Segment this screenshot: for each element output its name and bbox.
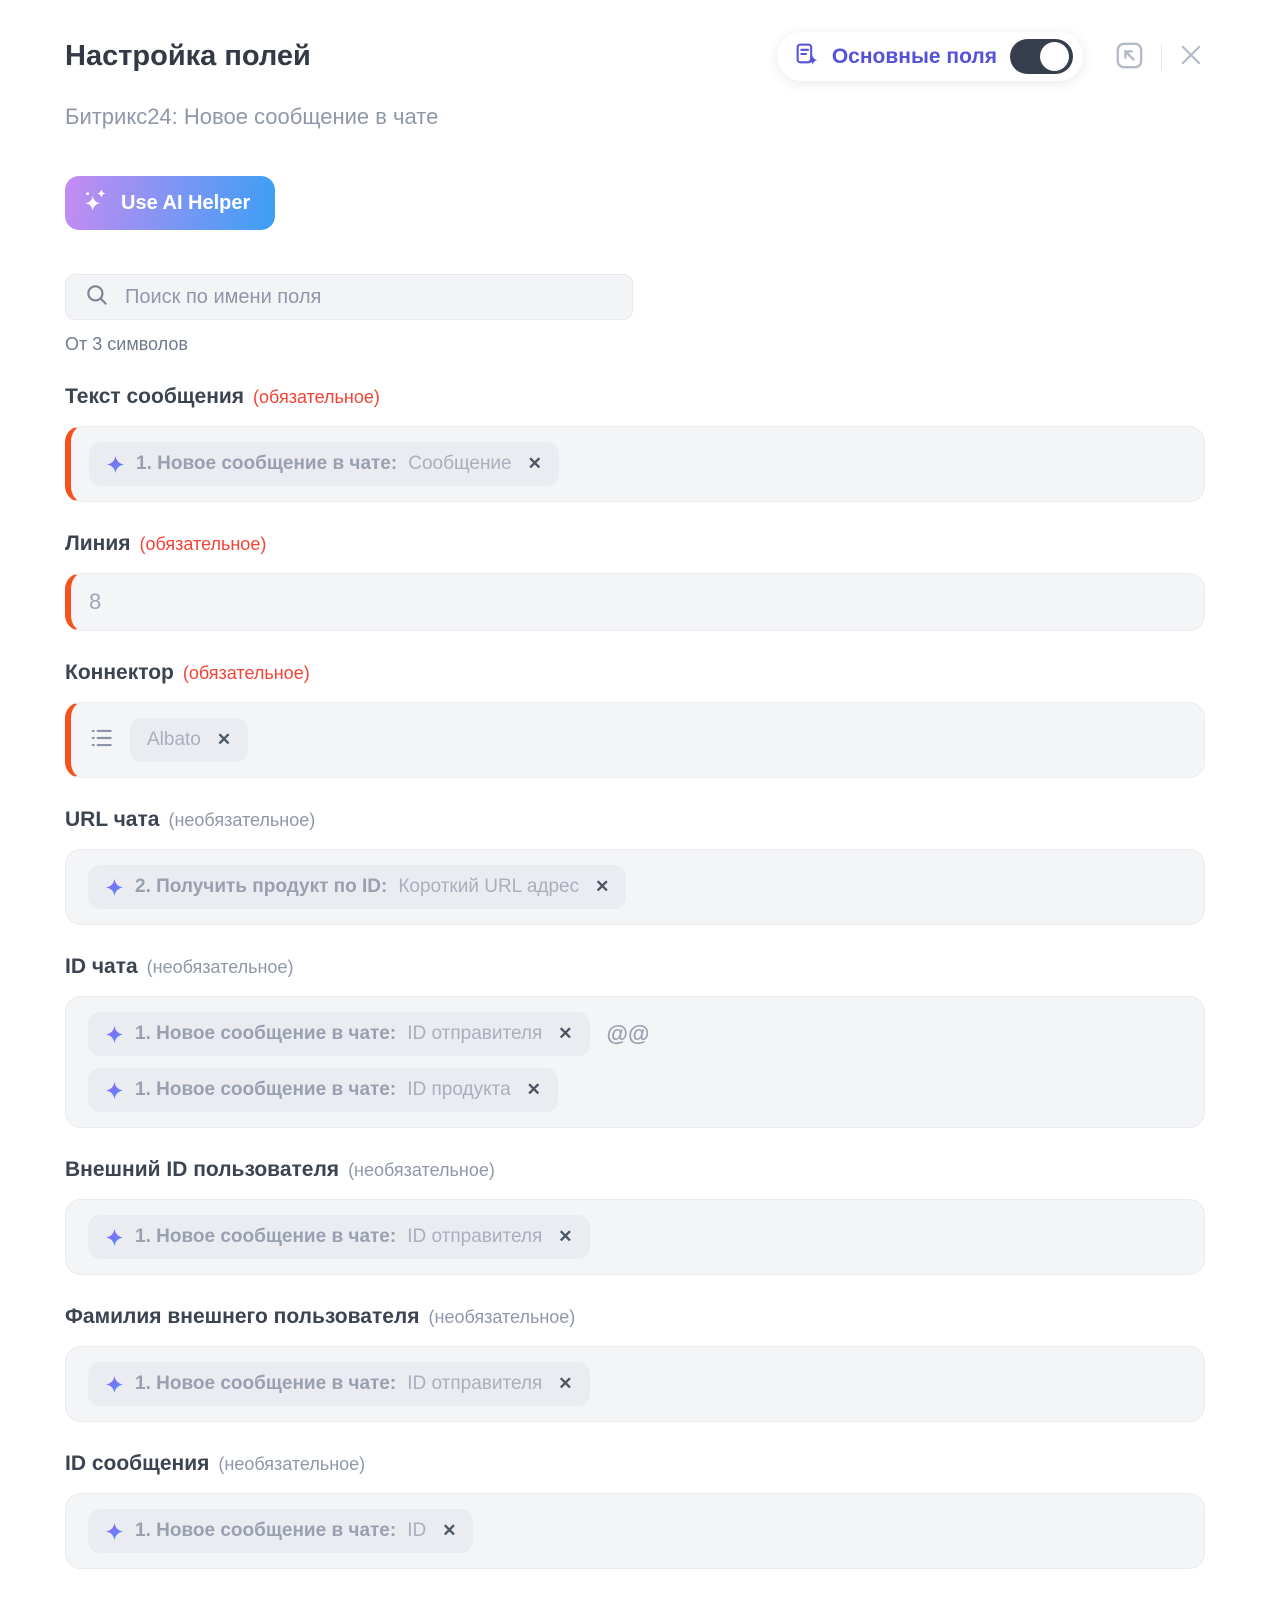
mapped-value-tag[interactable] — [89, 442, 559, 486]
field-input[interactable] — [65, 702, 1205, 778]
search-icon — [84, 282, 110, 313]
tag-field-value: Albato — [147, 729, 201, 750]
mapped-value-tag[interactable] — [88, 1509, 473, 1553]
divider — [1161, 44, 1162, 70]
tag-step-prefix: 2. Получить продукт по ID: — [135, 876, 388, 897]
field-text-value: 8 — [89, 589, 102, 614]
sparkle-icon — [105, 1025, 124, 1044]
field-label: Фамилия внешнего пользователя — [65, 1305, 420, 1328]
tag-step-prefix: 1. Новое сообщение в чате: — [135, 1520, 397, 1541]
sparkle-icon — [105, 1375, 124, 1394]
mapped-value-tag[interactable] — [88, 1362, 590, 1406]
field-input[interactable] — [65, 1199, 1205, 1275]
field-input[interactable] — [65, 849, 1205, 925]
page-title: Настройка полей — [65, 40, 311, 72]
field-message-text — [65, 385, 1205, 502]
mapped-value-tag[interactable] — [88, 1068, 558, 1112]
sparkle-icon — [105, 1228, 124, 1247]
close-icon — [1177, 41, 1205, 72]
tag-step-prefix: 1. Новое сообщение в чате: — [135, 1226, 397, 1247]
optional-badge: (необязательное) — [146, 957, 294, 977]
tag-step-prefix: 1. Новое сообщение в чате: — [135, 1023, 397, 1044]
field-external-user-id — [65, 1158, 1205, 1275]
ai-helper-button[interactable] — [65, 176, 275, 230]
sparkle-icon — [105, 1522, 124, 1541]
tag-field-value: ID отправителя — [407, 1226, 543, 1247]
mapped-value-tag[interactable] — [88, 1215, 590, 1259]
basic-fields-toggle-pill[interactable] — [777, 32, 1083, 81]
search-input[interactable] — [125, 286, 614, 309]
popout-icon — [1113, 39, 1146, 75]
sparkle-icon — [105, 1081, 124, 1100]
optional-badge: (необязательное) — [348, 1160, 495, 1180]
sparkle-icon — [106, 455, 125, 474]
tag-step-prefix: 1. Новое сообщение в чате: — [135, 1373, 397, 1394]
tag-step-prefix: 1. Новое сообщение в чате: — [136, 453, 398, 474]
tag-field-value: Короткий URL адрес — [398, 876, 580, 897]
header-controls — [777, 32, 1205, 81]
close-button[interactable] — [1177, 41, 1205, 72]
field-input[interactable] — [65, 1493, 1205, 1569]
tag-field-value: ID — [407, 1520, 427, 1541]
required-badge: (обязательное) — [139, 534, 267, 554]
toggle-knob — [1040, 42, 1069, 71]
panel-header — [65, 32, 1205, 81]
remove-tag-icon[interactable]: ✕ — [595, 877, 610, 896]
required-badge: (обязательное) — [182, 663, 310, 683]
window-actions — [1113, 39, 1205, 75]
remove-tag-icon[interactable]: ✕ — [558, 1024, 573, 1043]
remove-tag-icon[interactable]: ✕ — [558, 1374, 573, 1393]
mapped-value-tag[interactable] — [88, 865, 626, 909]
basic-fields-label: Основные поля — [831, 44, 997, 68]
field-label: Линия — [65, 532, 131, 555]
field-label: Внешний ID пользователя — [65, 1158, 340, 1181]
field-connector — [65, 661, 1205, 778]
optional-badge: (необязательное) — [218, 1454, 366, 1474]
tag-field-value: ID отправителя — [407, 1373, 543, 1394]
field-label: Текст сообщения — [65, 385, 245, 408]
ai-helper-label: Use AI Helper — [121, 191, 251, 214]
field-input[interactable] — [65, 1346, 1205, 1422]
field-input[interactable] — [65, 996, 1205, 1128]
field-input[interactable] — [65, 426, 1205, 502]
field-chat-id — [65, 955, 1205, 1128]
sparkle-icon — [105, 878, 124, 897]
basic-fields-switch[interactable] — [1010, 39, 1073, 74]
field-chat-url — [65, 808, 1205, 925]
tag-step-prefix: 1. Новое сообщение в чате: — [135, 1079, 397, 1100]
remove-tag-icon[interactable]: ✕ — [526, 1080, 541, 1099]
tag-field-value: ID продукта — [407, 1079, 511, 1100]
connector-tag[interactable] — [130, 718, 248, 762]
text-suffix: @@ — [606, 1021, 650, 1046]
optional-badge: (необязательное) — [168, 810, 316, 830]
tag-field-value: Сообщение — [408, 453, 512, 474]
connection-subtitle: Битрикс24: Новое сообщение в чате — [65, 104, 439, 129]
search-hint: От 3 символов — [65, 334, 188, 354]
mapped-value-tag[interactable] — [88, 1012, 590, 1056]
remove-tag-icon[interactable]: ✕ — [558, 1227, 573, 1246]
remove-tag-icon[interactable]: ✕ — [527, 454, 542, 473]
field-label: ID сообщения — [65, 1452, 210, 1475]
optional-badge: (необязательное) — [428, 1307, 576, 1327]
remove-tag-icon[interactable]: ✕ — [216, 730, 232, 749]
field-line — [65, 532, 1205, 631]
list-icon — [89, 725, 115, 756]
popout-button[interactable] — [1113, 39, 1146, 75]
field-label: Коннектор — [65, 661, 174, 684]
field-search-box[interactable] — [65, 274, 633, 320]
remove-tag-icon[interactable]: ✕ — [442, 1521, 457, 1540]
document-sparkle-icon — [794, 42, 819, 72]
required-badge: (обязательное) — [253, 387, 380, 407]
field-label: ID чата — [65, 955, 138, 978]
field-input[interactable] — [65, 573, 1205, 631]
tag-field-value: ID отправителя — [407, 1023, 543, 1044]
field-label: URL чата — [65, 808, 160, 831]
field-message-id — [65, 1452, 1205, 1569]
sparkles-icon — [83, 187, 109, 219]
field-external-user-lastname — [65, 1305, 1205, 1422]
